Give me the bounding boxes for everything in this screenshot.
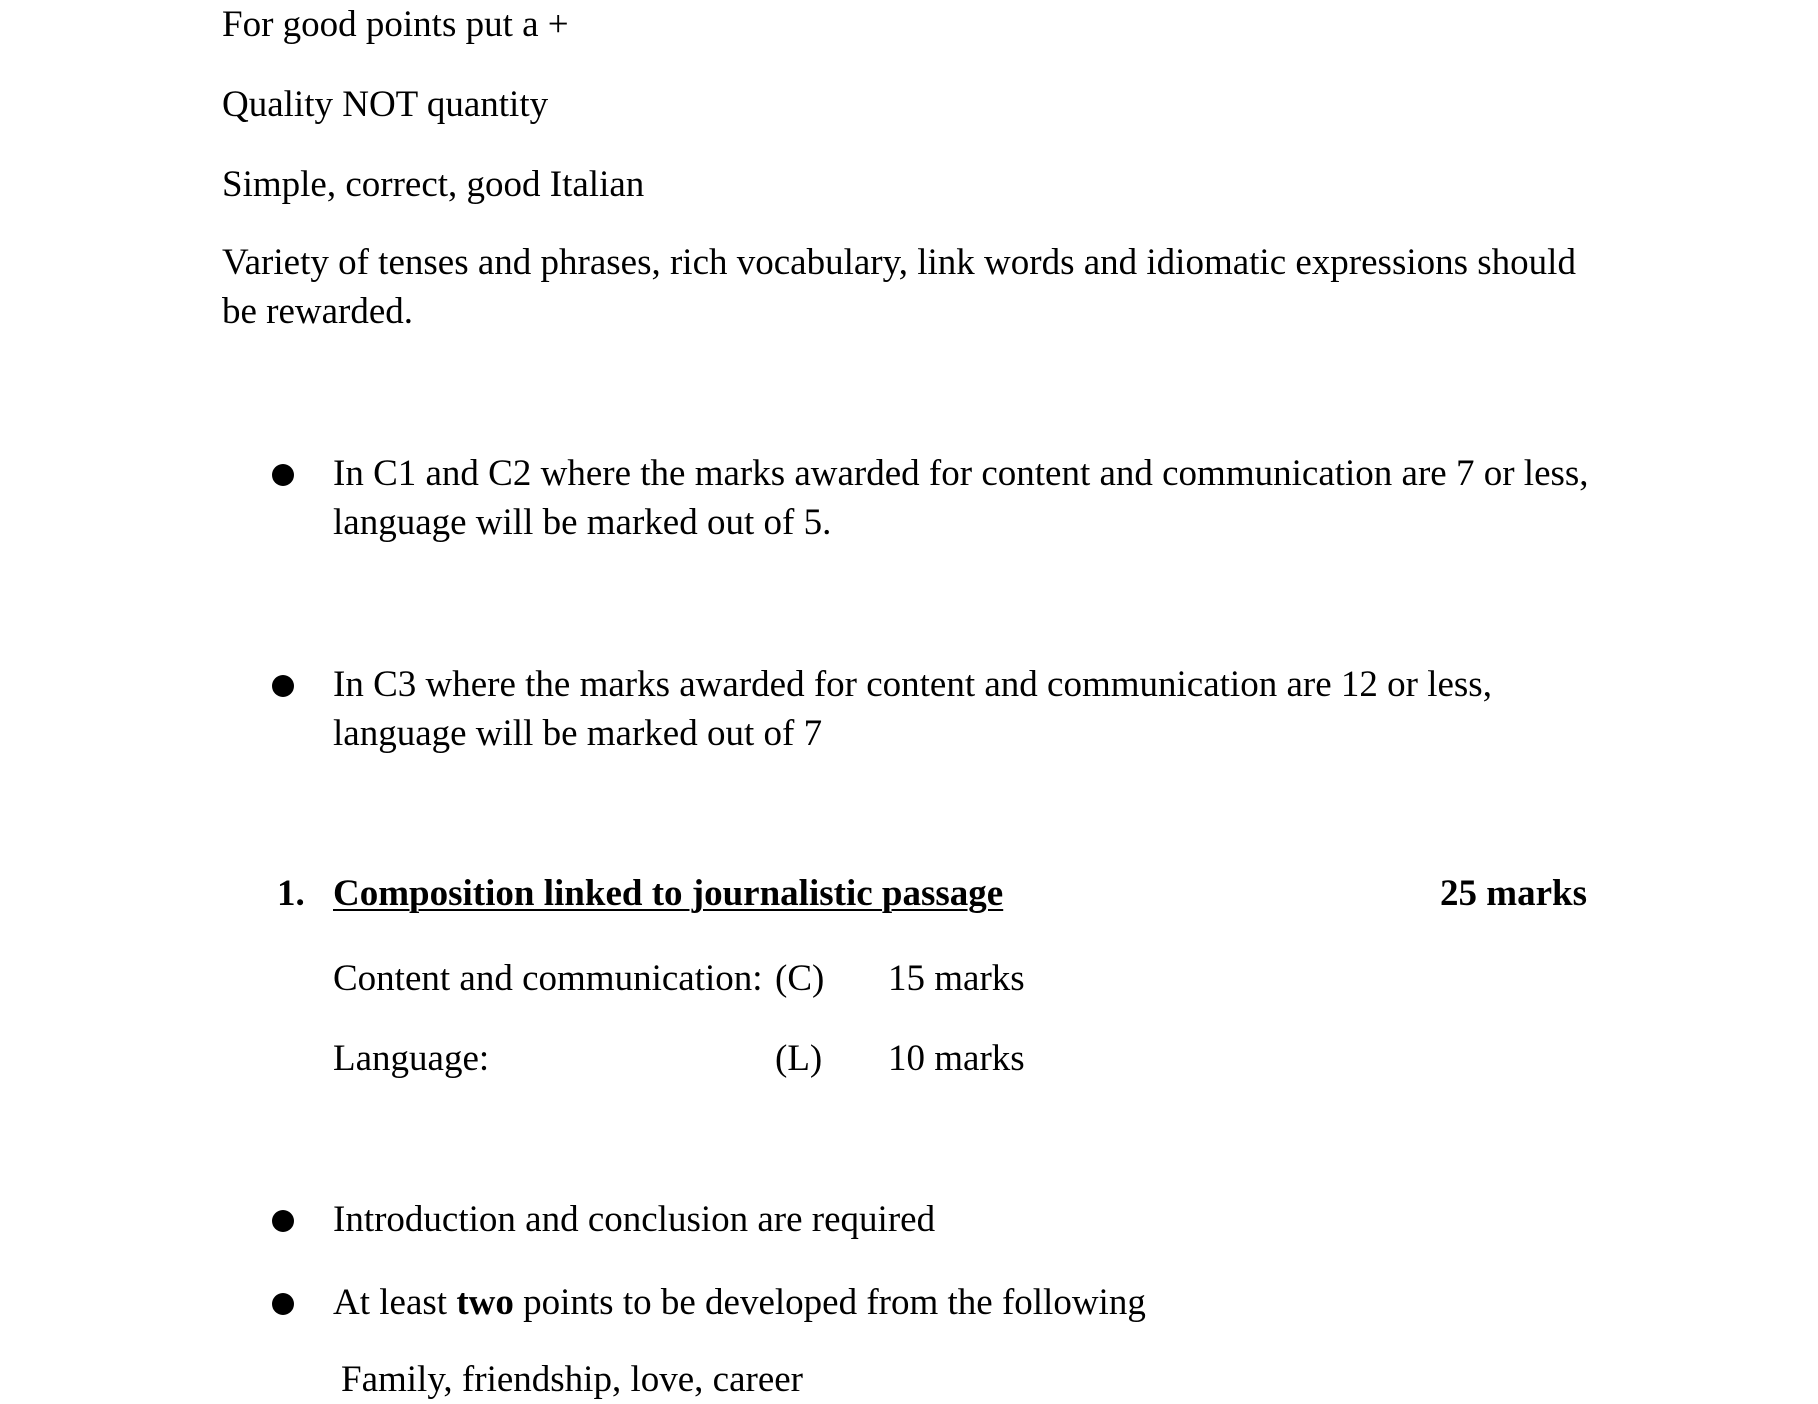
bullet-icon <box>272 675 294 697</box>
section-title: Composition linked to journalistic passage <box>333 873 1004 914</box>
criterion-content-marks: 15 marks <box>888 958 1025 999</box>
requirement-two-points <box>333 1278 1633 1327</box>
requirement-two-points-pre: At least <box>333 1282 457 1323</box>
section-total-marks: 25 marks <box>1440 873 1587 914</box>
rule-c1-c2-line-a: In C1 and C2 where the marks awarded for content and communication are 7 or less, <box>333 453 1589 494</box>
criterion-language-marks: 10 marks <box>888 1038 1025 1079</box>
intro-line-simple-italian: Simple, correct, good Italian <box>222 164 645 205</box>
criterion-language-label: Language: <box>333 1038 490 1079</box>
requirement-two-points-post: points to be developed from the following <box>513 1282 1146 1323</box>
criterion-language-code: (L) <box>775 1038 823 1079</box>
requirement-two-points-bold: two <box>456 1282 514 1323</box>
criterion-content-label: Content and communication: <box>333 958 763 999</box>
requirement-intro-conclusion: Introduction and conclusion are required <box>333 1199 936 1240</box>
topics-list: Family, friendship, love, career <box>341 1359 803 1400</box>
bullet-icon <box>272 464 294 486</box>
intro-line-good-points: For good points put a + <box>222 4 569 45</box>
intro-line-variety-b: be rewarded. <box>222 291 414 332</box>
rule-c3-line-a: In C3 where the marks awarded for content and communication are 12 or less, <box>333 664 1492 705</box>
bullet-icon <box>272 1293 294 1315</box>
rule-c1-c2-line-b: language will be marked out of 5. <box>333 502 832 543</box>
section-number: 1. <box>277 873 305 914</box>
bullet-icon <box>272 1210 294 1232</box>
intro-line-quality: Quality NOT quantity <box>222 84 549 125</box>
rule-c3-line-b: language will be marked out of 7 <box>333 713 823 754</box>
criterion-content-code: (C) <box>775 958 825 999</box>
intro-line-variety-a: Variety of tenses and phrases, rich vocabulary, link words and idiomatic expressions should <box>222 242 1576 283</box>
